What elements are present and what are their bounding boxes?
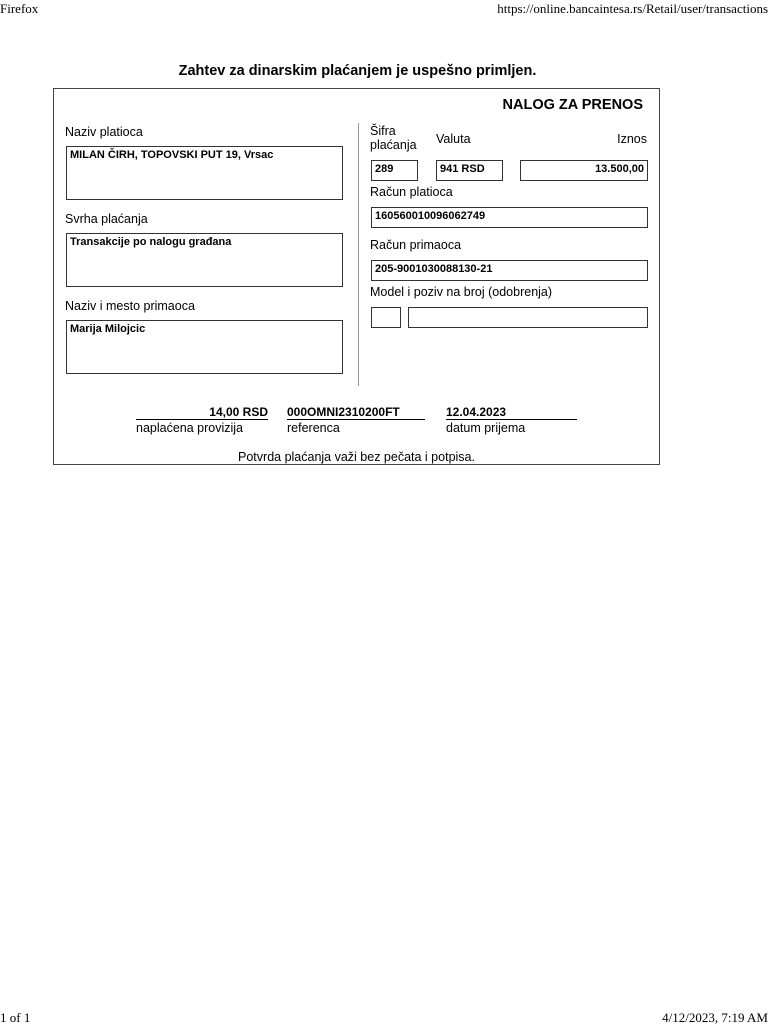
recipient-name-label: Naziv i mesto primaoca (65, 299, 195, 313)
print-footer-datetime: 4/12/2023, 7:19 AM (662, 1010, 768, 1025)
payment-code-label (370, 124, 417, 152)
payment-purpose-field: Transakcije po nalogu građana (66, 233, 343, 287)
reference-value: 000OMNI2310200FT (287, 405, 425, 420)
fee-label: naplaćena provizija (136, 421, 244, 435)
print-header-browser: Firefox (0, 1, 39, 16)
received-date-value: 12.04.2023 (446, 405, 577, 420)
payment-code-label-line2: plaćanja (370, 138, 417, 152)
model-field (371, 307, 401, 328)
recipient-account-label: Račun primaoca (370, 238, 462, 252)
payment-code-field: 289 (371, 160, 418, 181)
print-footer-page: 1 of 1 (0, 1010, 31, 1025)
model-reference-label: Model i poziv na broj (odobrenja) (370, 285, 553, 299)
recipient-account-field: 205-9001030088130-21 (371, 260, 648, 281)
confirmation-footnote: Potvrda plaćanja važi bez pečata i potpisa. (238, 450, 475, 464)
amount-field: 13.500,00 (520, 160, 648, 181)
form-title: NALOG ZA PRENOS (502, 97, 643, 113)
column-divider (358, 123, 359, 386)
fee-value: 14,00 RSD (136, 405, 268, 420)
payment-code-label-line1: Šifra (370, 124, 396, 138)
recipient-name-field: Marija Milojcic (66, 320, 343, 374)
currency-label: Valuta (436, 132, 471, 146)
payment-order-form (53, 88, 660, 465)
payer-name-field: MILAN ČIRH, TOPOVSKI PUT 19, Vrsac (66, 146, 343, 200)
payer-account-field: 160560010096062749 (371, 207, 648, 228)
page-title: Zahtev za dinarskim plaćanjem je uspešno primljen. (178, 63, 537, 79)
reference-number-field (408, 307, 648, 328)
received-date-label: datum prijema (446, 421, 526, 435)
reference-label: referenca (287, 421, 340, 435)
payment-purpose-label: Svrha plaćanja (65, 212, 148, 226)
currency-field: 941 RSD (436, 160, 503, 181)
payer-name-label: Naziv platioca (65, 125, 143, 139)
payer-account-label: Račun platioca (370, 185, 453, 199)
print-header-url: https://online.bancaintesa.rs/Retail/user/transactions (497, 1, 768, 16)
amount-label: Iznos (617, 132, 647, 146)
